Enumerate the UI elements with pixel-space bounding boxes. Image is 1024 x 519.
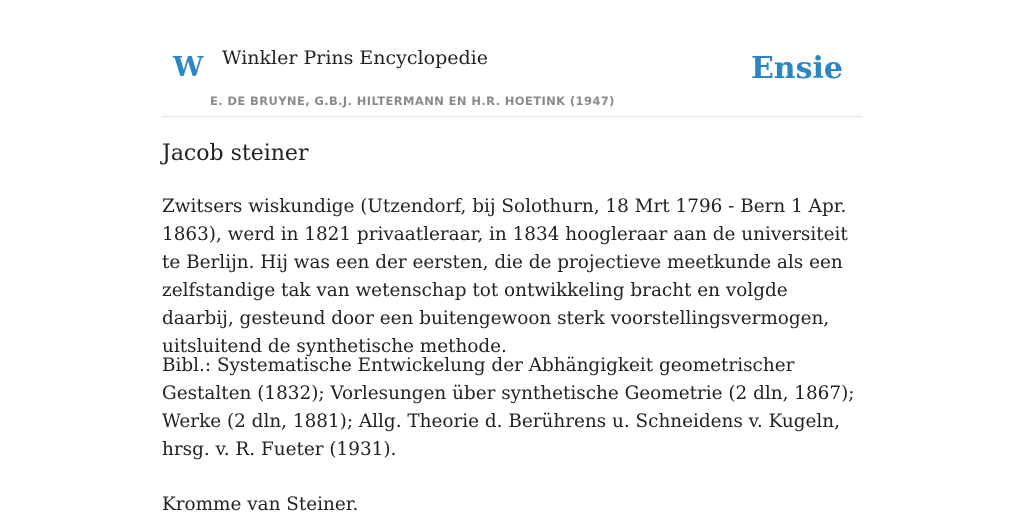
encyclopedia-title[interactable]: Winkler Prins Encyclopedie	[222, 47, 488, 69]
ensie-logo[interactable]: Ensie	[750, 51, 843, 86]
article-paragraph-intro: Zwitsers wiskundige (Utzendorf, bij Solothurn, 18 Mrt 1796 - Bern 1 Apr. 1863), werd in 1821 privaatleraar, in 1834 hoogleraar aan de universiteit te Berlijn. Hij was een der eersten, die de projectieve meetkunde als een zelfstandige tak van wetenschap tot ontwikkeling bracht en volgde daarbij, gesteund door een buitengewoon sterk voorstellingsvermogen, uitsluitend de synthetische methode.	[162, 196, 848, 357]
winkler-prins-logo-icon[interactable]: W	[173, 52, 204, 83]
article-title: Jacob steiner	[162, 141, 309, 166]
header	[162, 0, 862, 117]
article-paragraph-related: Kromme van Steiner.	[162, 494, 359, 515]
encyclopedia-authors: E. DE BRUYNE, G.B.J. HILTERMANN EN H.R. HOETINK (1947)	[210, 94, 615, 108]
page	[162, 0, 862, 515]
article-paragraph-bibliography: Bibl.: Systematische Entwickelung der Abhängigkeit geometrischer Gestalten (1832); Vorlesungen über synthetische Geometrie (2 dln, 1867); Werke (2 dln, 1881); Allg. Theorie d. Berührens u. Schneidens v. Kugeln, hrsg. v. R. Fueter (1931).	[162, 355, 855, 460]
